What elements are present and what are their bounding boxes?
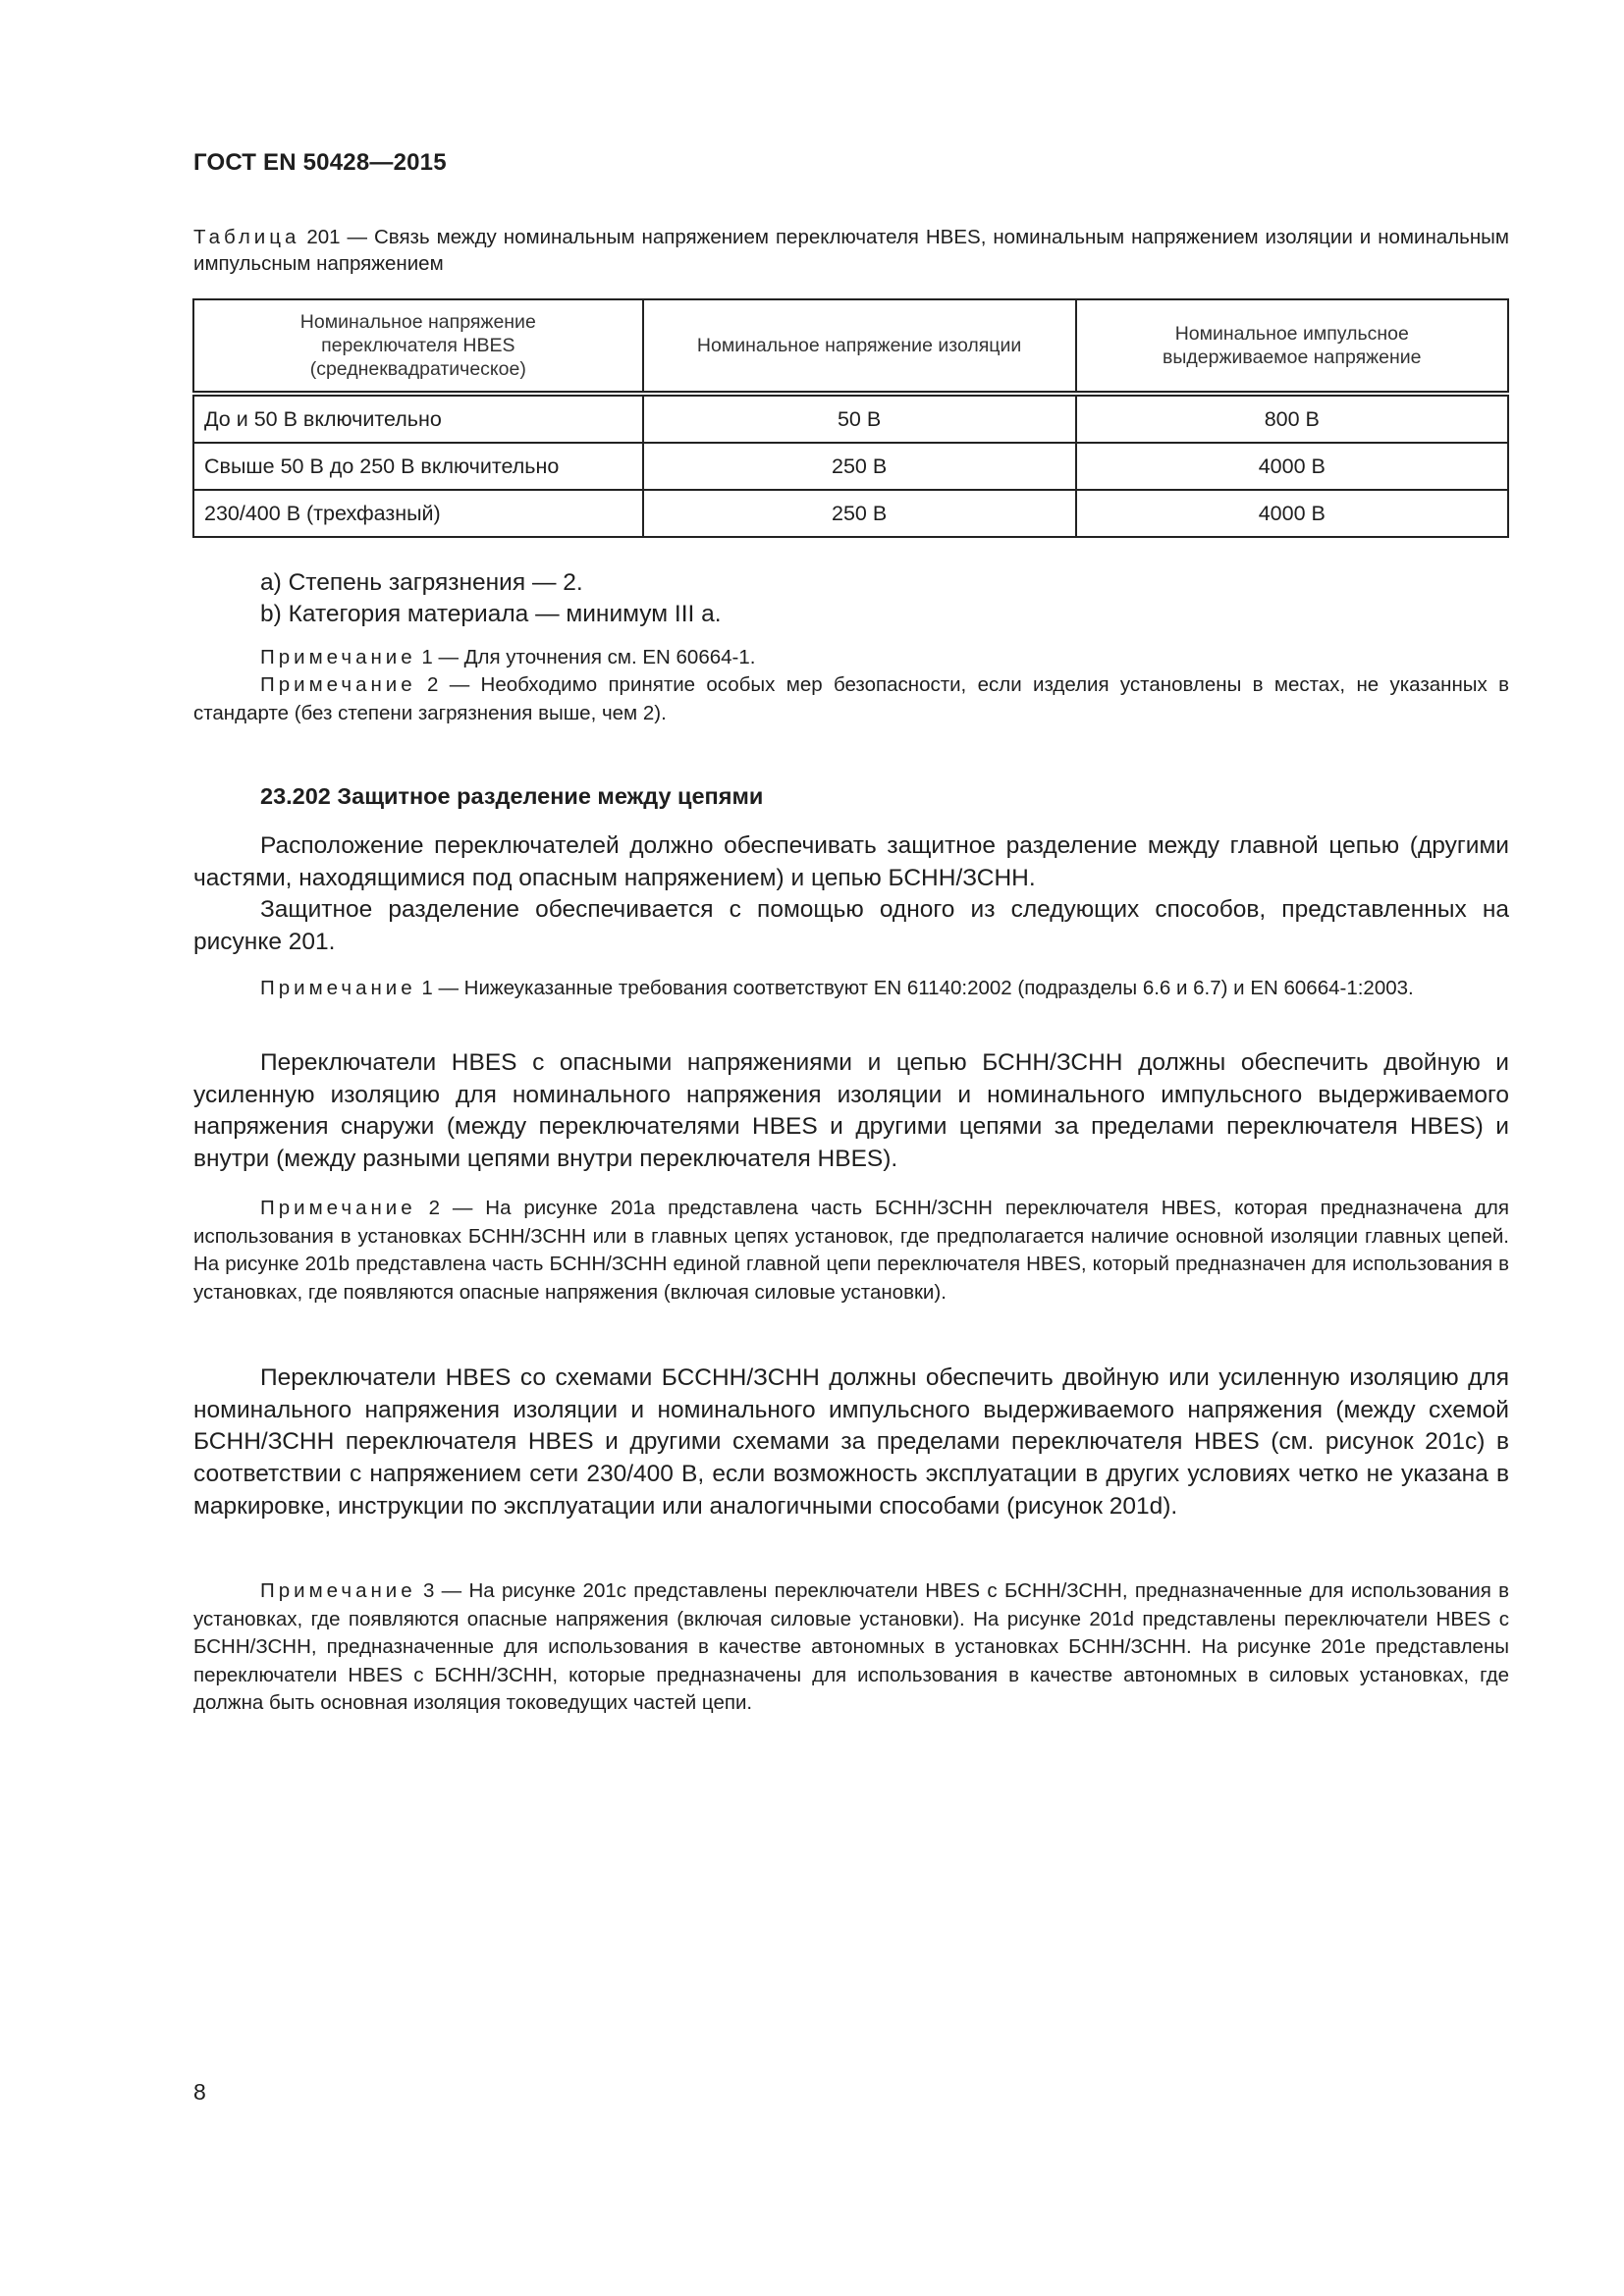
table-cell: 4000 В <box>1076 490 1508 537</box>
table-cell: 250 В <box>643 490 1076 537</box>
table-cell: Свыше 50 В до 250 В включительно <box>193 443 643 490</box>
footnote-a: a) Степень загрязнения — 2. <box>260 569 583 596</box>
section-note-2 <box>193 1195 1509 1307</box>
section-heading: 23.202 Защитное разделение между цепями <box>260 783 764 809</box>
note-label: Примечание <box>260 977 416 999</box>
table-cell: 4000 В <box>1076 443 1508 490</box>
note-text: 1 — Для уточнения см. EN 60664-1. <box>415 646 756 668</box>
table-caption <box>193 224 1509 277</box>
note-text: 2 — На рисунке 201а представлена часть БСНН/ЗСНН переключателя HBES, которая предназначена для использования в установках БСНН/ЗСНН или в главных цепях установок, где предполагается наличие основной изоляции главных цепей. На рисунке 201b представлена часть БСНН/ЗСНН единой главной цепи переключателя HBES, который предназначен для использования в установках, где появляются опасные напряжения (включая силовые установки). <box>193 1197 1509 1304</box>
paragraph: Расположение переключателей должно обеспечивать защитное разделение между главной цепью (другими частями, находящимися под опасным напряжением) и цепью БСНН/ЗСНН. <box>193 832 1509 891</box>
voltage-table <box>192 298 1509 538</box>
table-cell: 50 В <box>643 394 1076 443</box>
footnote-b: b) Категория материала — минимум III а. <box>260 601 722 627</box>
table-row <box>193 394 1508 443</box>
document-header: ГОСТ EN 50428—2015 <box>193 149 447 176</box>
note-label: Примечание <box>260 646 416 668</box>
column-header: Номинальное импульсное выдерживаемое напряжение <box>1076 299 1508 394</box>
section-body-1 <box>193 830 1509 959</box>
table-caption-label: Таблица <box>193 226 300 248</box>
section-body-3 <box>193 1362 1509 1523</box>
section-body-2 <box>193 1047 1509 1176</box>
table-cell: До и 50 В включительно <box>193 394 643 443</box>
table-note-1 <box>193 644 1509 672</box>
note-text: 1 — Нижеуказанные требования соответствуют EN 61140:2002 (подразделы 6.6 и 6.7) и EN 60664-1:2003. <box>415 977 1414 999</box>
note-text: 3 — На рисунке 201с представлены переключатели HBES с БСНН/ЗСНН, предназначенные для использования в установках, где появляются опасные напряжения (включая силовые установки). На рисунке 201d представлены переключатели HBES с БСНН/ЗСНН, предназначенные для использования в качестве автономных в установках БСНН/ЗСНН. На рисунке 201е представлены переключатели HBES с БСНН/ЗСНН, которые предназначены для использования в качестве автономных в силовых установках, где должна быть основная изоляция токоведущих частей цепи. <box>193 1579 1509 1714</box>
table-row <box>193 490 1508 537</box>
table-cell: 250 В <box>643 443 1076 490</box>
section-note-3 <box>193 1577 1509 1718</box>
note-label: Примечание <box>260 673 416 696</box>
note-text: 2 — Необходимо принятие особых мер безопасности, если изделия установлены в местах, не указанных в стандарте (без степени загрязнения выше, чем 2). <box>193 673 1509 724</box>
paragraph: Переключатели HBES со схемами БССНН/ЗСНН должны обеспечить двойную или усиленную изоляцию для номинального напряжения изоляции и номинального импульсного выдерживаемого напряжения (между схемой БСНН/ЗСНН переключателя HBES и другими схемами за пределами переключателя HBES (см. рисунок 201с) в соответствии с напряжением сети 230/400 В, если возможность эксплуатации в других условиях четко не указана в маркировке, инструкции по эксплуатации или аналогичными способами (рисунок 201d). <box>193 1364 1509 1520</box>
table-row <box>193 443 1508 490</box>
table-cell: 230/400 В (трехфазный) <box>193 490 643 537</box>
table-header-row <box>193 299 1508 394</box>
page-number: 8 <box>193 2079 206 2105</box>
column-header: Номинальное напряжение переключателя HBES (среднеквадратическое) <box>193 299 643 394</box>
paragraph: Переключатели HBES с опасными напряжениями и цепью БСНН/ЗСНН должны обеспечить двойную и усиленную изоляцию для номинального напряжения изоляции и номинального импульсного выдерживаемого напряжения снаружи (между переключателями HBES и другими цепями за пределами переключателя HBES) и внутри (между разными цепями внутри переключателя HBES). <box>193 1049 1509 1173</box>
note-label: Примечание <box>260 1197 416 1219</box>
section-note-1 <box>193 975 1509 1003</box>
table-note-2 <box>193 671 1509 727</box>
note-label: Примечание <box>260 1579 416 1602</box>
column-header: Номинальное напряжение изоляции <box>643 299 1076 394</box>
table-cell: 800 В <box>1076 394 1508 443</box>
paragraph: Защитное разделение обеспечивается с помощью одного из следующих способов, представленных на рисунке 201. <box>193 896 1509 956</box>
table-caption-text: 201 — Связь между номинальным напряжением переключателя HBES, номинальным напряжением изоляции и номинальным импульсным напряжением <box>193 226 1509 275</box>
